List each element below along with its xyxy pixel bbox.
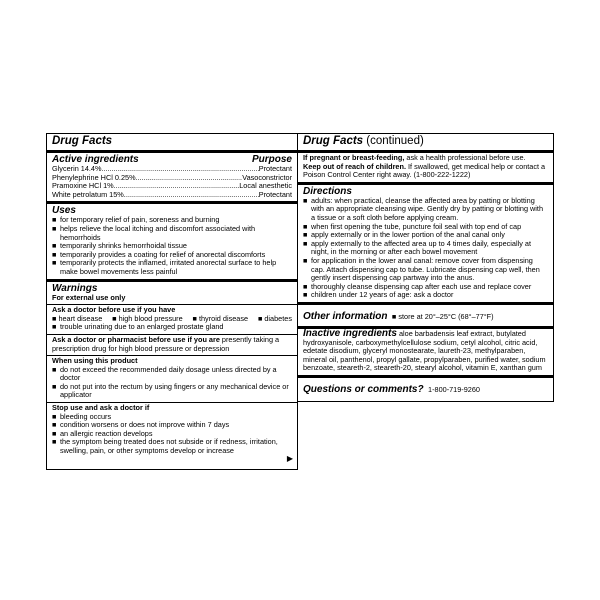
ingredient-purpose: Protectant bbox=[258, 189, 292, 199]
ask-pharmacist-text: Ask a doctor or pharmacist before use if you are presently taking a prescription drug for high blood pressure or depression bbox=[52, 334, 280, 353]
list-item: ■ heart disease bbox=[52, 313, 103, 323]
list-item: ■ condition worsens or does not improve within 7 days bbox=[52, 420, 230, 430]
active-ingredients-section bbox=[47, 153, 297, 204]
list-item: ■ temporarily provides a coating for relief of anorectal discomforts bbox=[52, 249, 266, 259]
questions-heading: Questions or comments? bbox=[303, 383, 424, 395]
list-item: ■ thoroughly cleanse dispensing cap after each use and replace cover bbox=[303, 281, 532, 291]
purpose-heading: Purpose bbox=[251, 154, 292, 165]
list-item: ■ children under 12 years of age: ask a doctor bbox=[303, 290, 454, 300]
external-use-text: For external use only bbox=[52, 292, 126, 302]
list-item: ■ temporarily shrinks hemorrhoidal tissue bbox=[52, 241, 187, 251]
inactive-ingredients-section bbox=[298, 329, 553, 378]
other-information-section bbox=[298, 305, 553, 329]
warnings-heading: Warnings bbox=[52, 282, 98, 294]
list-item: ■ diabetes bbox=[257, 313, 292, 323]
list-item: ■ apply externally to the affected area up to 4 times daily, especially at night, in the morning or after each bowel movement bbox=[303, 238, 531, 257]
when-using-heading: When using this product bbox=[52, 356, 138, 366]
list-item: ■ adults: when practical, cleanse the affected area by patting or blotting with an appropriate cleansing wipe. Gently dry by patting or blotting with a tissue or a soft cloth before applying cream. bbox=[303, 195, 544, 222]
list-item: ■ high blood pressure bbox=[112, 313, 183, 323]
drug-facts-panel-right bbox=[298, 133, 554, 402]
uses-heading: Uses bbox=[52, 205, 76, 217]
list-item: ■ when first opening the tube, puncture foil seal with top end of cap bbox=[303, 221, 522, 231]
list-item: ■ an allergic reaction develops bbox=[52, 428, 153, 438]
list-item: ■ do not put into the rectum by using fingers or any mechanical device or applicator bbox=[52, 381, 289, 400]
ingredient-purpose: Vasoconstrictor bbox=[242, 172, 292, 182]
continue-arrow-icon: ▶ bbox=[286, 454, 293, 463]
ingredient-name: Glycerin 14.4% bbox=[52, 164, 102, 173]
directions-heading: Directions bbox=[303, 185, 352, 197]
uses-section bbox=[47, 204, 297, 281]
list-item: ■ helps relieve the local itching and discomfort associated with hemorrhoids bbox=[52, 223, 256, 242]
ingredient-row bbox=[52, 191, 292, 200]
list-item: ■ bleeding occurs bbox=[52, 411, 112, 421]
drug-facts-continued-title: Drug Facts (continued) bbox=[303, 135, 424, 147]
drug-facts-title: Drug Facts bbox=[52, 135, 113, 147]
list-item: ■ the symptom being treated does not subside or if redness, irritation, swelling, pain, or other symptoms develop or increase bbox=[52, 437, 278, 456]
keep-out-text: Keep out of reach of children. If swallowed, get medical help or contact a Poison Control Center right away. (1-800-222-1222) bbox=[303, 161, 546, 180]
other-information-heading: Other information bbox=[303, 310, 388, 322]
list-item: ■ trouble urinating due to an enlarged prostate gland bbox=[52, 322, 224, 332]
list-item: ■ apply externally or in the lower portion of the anal canal only bbox=[303, 230, 505, 240]
list-item: ■ thyroid disease bbox=[192, 313, 249, 323]
drug-facts-title-section bbox=[47, 134, 297, 153]
list-item: ■ for application in the lower anal canal: remove cover from dispensing cap. Attach dispensing cap to tube. Lubricate dispensing cap well, then gently insert dispensing cap partway into the anus. bbox=[303, 255, 540, 283]
ask-doctor-section bbox=[47, 305, 297, 335]
pregnancy-section bbox=[298, 153, 553, 185]
stop-use-section bbox=[47, 403, 297, 458]
ingredient-name: Phenylephrine HCl 0.25% bbox=[52, 172, 136, 182]
list-item: ■ do not exceed the recommended daily dosage unless directed by a doctor bbox=[52, 364, 277, 383]
directions-section bbox=[298, 185, 553, 305]
ingredient-name: Pramoxine HCl 1% bbox=[52, 181, 114, 191]
continued-title-section bbox=[298, 134, 553, 153]
drug-facts-panel-left bbox=[46, 133, 298, 470]
pregnancy-text: If pregnant or breast-feeding, ask a health professional before use. bbox=[303, 153, 526, 162]
stop-use-heading: Stop use and ask a doctor if bbox=[52, 403, 150, 413]
ingredient-purpose: Local anesthetic bbox=[239, 181, 292, 191]
ask-pharmacist-section bbox=[47, 335, 297, 356]
phone-number: 1-800-719-9260 bbox=[428, 384, 480, 394]
inactive-ingredients-text: aloe barbadensis leaf extract, butylated hydroxyanisole, carboxymethylcellulose sodium, cetyl alcohol, citric acid, edetate disodium, glyceryl monostearate, laureth-23, methylparaben, mineral oil, panthenol, propyl gallate, propylparaben, purified water, sodium benzoate, steareth-2, steareth-20, stearyl alcohol, vitamin E, xanthan gum bbox=[303, 328, 546, 373]
active-ingredients-heading: Active ingredients bbox=[52, 154, 139, 165]
warnings-section bbox=[47, 282, 297, 306]
when-using-section bbox=[47, 356, 297, 403]
ingredient-purpose: Protectant bbox=[258, 164, 292, 173]
list-item: ■ temporarily protects the inflamed, irritated anorectal surface to help make bowel movements less painful bbox=[52, 258, 277, 276]
questions-section bbox=[298, 378, 553, 399]
inactive-ingredients-heading: Inactive ingredients bbox=[303, 327, 397, 339]
ingredient-name: White petrolatum 15% bbox=[52, 189, 124, 199]
storage-text: ■ store at 20°–25°C (68°–77°F) bbox=[391, 311, 494, 321]
list-item: ■ for temporary relief of pain, soreness and burning bbox=[52, 215, 220, 225]
ask-doctor-heading: Ask a doctor before use if you have bbox=[52, 305, 176, 315]
